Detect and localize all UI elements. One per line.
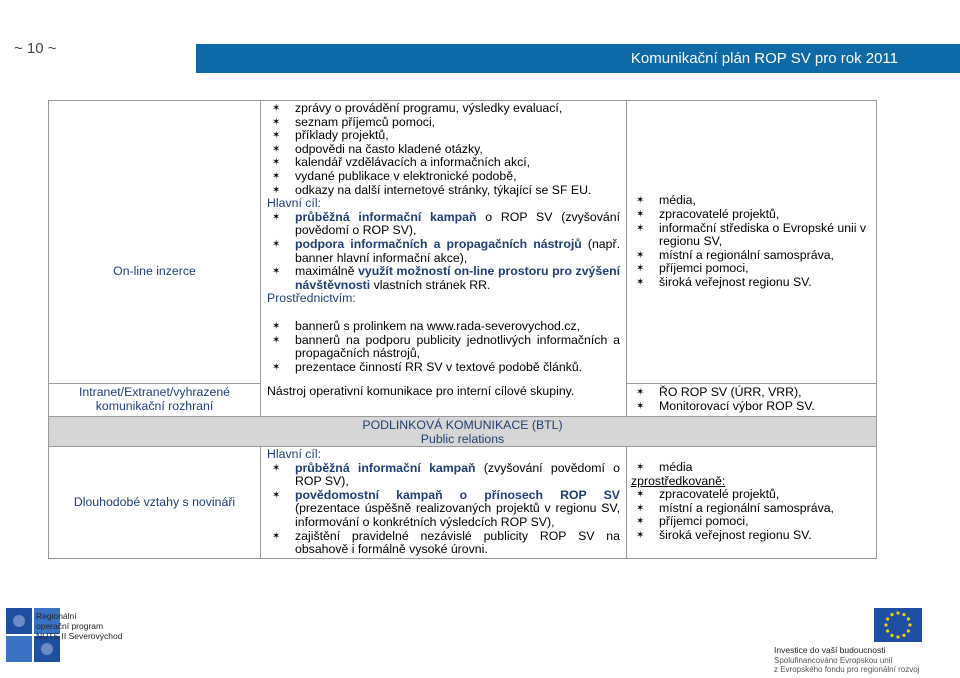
btl-indirect-list xyxy=(631,488,872,542)
list-item: ✶ Monitorovací výbor ROP SV. xyxy=(631,400,872,414)
list-item: ✶ prezentace činností RR SV v textové podobě článků. xyxy=(267,361,620,375)
btl-goal-list xyxy=(267,462,620,557)
intranet-content-cell: Nástroj operativní komunikace pro interní cílové skupiny. xyxy=(261,384,627,417)
list-item: ✶ příklady projektů, xyxy=(267,129,620,143)
via-list xyxy=(267,320,620,374)
btl-heading xyxy=(49,417,877,447)
list-item: ✶ příjemci pomoci, xyxy=(631,515,872,529)
goal-item: ✶ maximálně využít možností on-line prostoru pro zvýšení návštěvnosti vlastních stránek RR. xyxy=(267,265,620,292)
intranet-target-cell xyxy=(627,384,877,417)
intranet-label: Intranet/Extranet/vyhrazené komunikační rozhraní xyxy=(49,384,261,417)
header-bar xyxy=(196,44,960,73)
communication-table xyxy=(48,100,877,559)
list-item: ✶ kalendář vzdělávacích a informačních akcí, xyxy=(267,156,620,170)
btl-target-list xyxy=(631,461,872,475)
list-item: ✶ informační střediska o Evropské unii v regionu SV, xyxy=(631,222,872,249)
goal-item: ✶ průběžná informační kampaň (zvyšování povědomí o ROP SV), xyxy=(267,462,620,489)
online-target-cell xyxy=(627,101,877,384)
intranet-target-list xyxy=(631,386,872,413)
document-title: Komunikační plán ROP SV pro rok 2011 xyxy=(630,50,898,67)
goal-item: ✶ podpora informačních a propagačních nástrojů (např. banner hlavní informační akce), xyxy=(267,238,620,265)
online-content-list xyxy=(267,102,620,197)
goal-item: ✶ zajištění pravidelné nezávislé publicity ROP SV na obsahově i formálně vysoké úrovni. xyxy=(267,530,620,557)
rop-logo-text: Regionální operační program NUTS II Severovýchod xyxy=(36,611,123,641)
list-item: ✶ široká veřejnost regionu SV. xyxy=(631,276,872,290)
btl-heading-line1: PODLINKOVÁ KOMUNIKACE (BTL) xyxy=(362,417,563,432)
list-item: ✶ zprávy o provádění programu, výsledky evaluací, xyxy=(267,102,620,116)
page-number: ~ 10 ~ xyxy=(14,40,57,57)
list-item: ✶ média, xyxy=(631,194,872,208)
list-item: ✶ vydané publikace v elektronické podobě, xyxy=(267,170,620,184)
eu-flag-icon xyxy=(874,608,922,642)
list-item: ✶ bannerů na podporu publicity jednotlivých informačních a propagačních nástrojů, xyxy=(267,334,620,361)
indirect-label: zprostředkovaně: xyxy=(631,473,726,488)
list-item: ✶ zpracovatelé projektů, xyxy=(631,488,872,502)
list-item: ✶ zpracovatelé projektů, xyxy=(631,208,872,222)
list-item: ✶ ŘO ROP SV (ÚRR, VRR), xyxy=(631,386,872,400)
btl-target-cell xyxy=(627,447,877,559)
goal-heading: Hlavní cíl: xyxy=(267,447,321,461)
list-item: ✶ příjemci pomoci, xyxy=(631,262,872,276)
list-item: ✶ místní a regionální samospráva, xyxy=(631,249,872,263)
btl-content-cell xyxy=(261,447,627,559)
online-ads-label: On-line inzerce xyxy=(49,101,261,384)
media-relations-label: Dlouhodobé vztahy s novináři xyxy=(49,447,261,559)
list-item: ✶ místní a regionální samospráva, xyxy=(631,502,872,516)
goal-heading: Hlavní cíl: xyxy=(267,196,321,211)
eu-logo-text: Investice do vaší budoucnosti Spolufinancováno Evropskou unií z Evropského fondu pro regionální rozvoj xyxy=(774,645,920,675)
goal-item: ✶ průběžná informační kampaň o ROP SV (zvyšování povědomí o ROP SV), xyxy=(267,211,620,238)
btl-heading-line2: Public relations xyxy=(420,431,505,446)
via-heading: Prostřednictvím: xyxy=(267,291,356,306)
list-item: ✶ odkazy na další internetové stránky, týkající se SF EU. xyxy=(267,184,620,198)
goal-list xyxy=(267,211,620,293)
online-target-list xyxy=(631,194,872,289)
goal-item: ✶ povědomostní kampaň o přínosech ROP SV (prezentace úspěšně realizovaných projektů v regionu SV, informování o konkrétních výsledcích ROP SV), xyxy=(267,489,620,530)
list-item: ✶ široká veřejnost regionu SV. xyxy=(631,529,872,543)
online-content-cell xyxy=(261,101,627,384)
list-item: ✶ bannerů s prolinkem na www.rada-severovychod.cz, xyxy=(267,320,620,334)
list-item: ✶ média xyxy=(631,461,872,475)
list-item: ✶ odpovědi na často kladené otázky, xyxy=(267,143,620,157)
list-item: ✶ seznam příjemců pomoci, xyxy=(267,116,620,130)
